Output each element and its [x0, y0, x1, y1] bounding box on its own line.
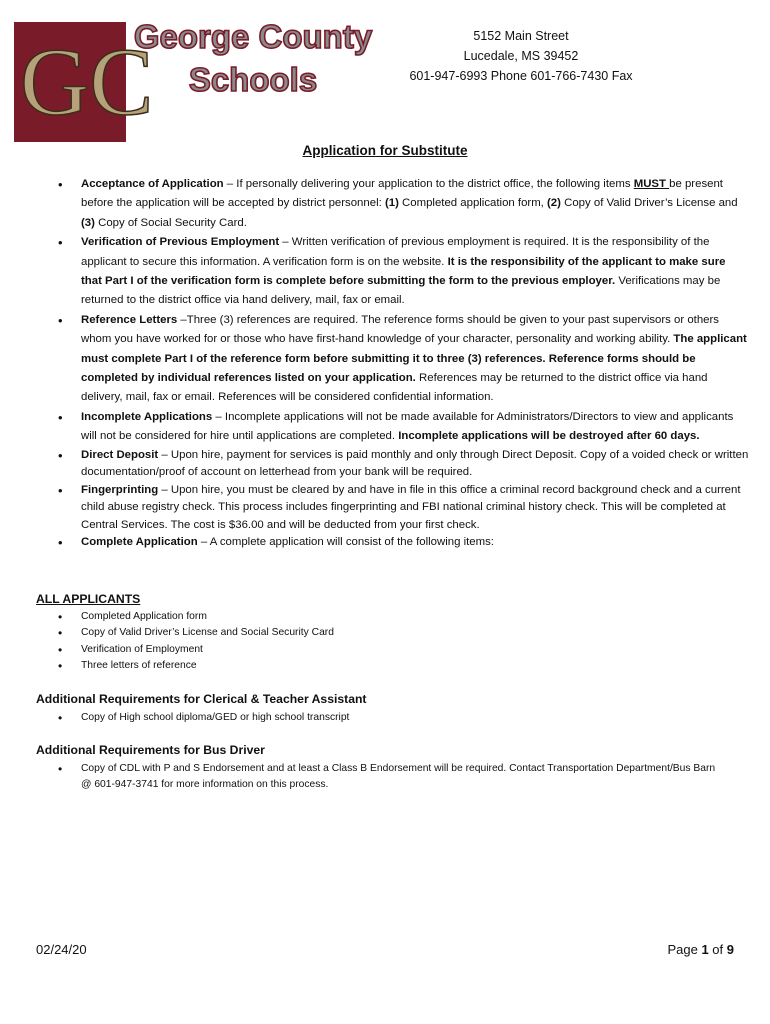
list-item: • Three letters of reference: [0, 658, 721, 674]
address-city: Lucedale, MS 39452: [463, 49, 579, 63]
clerical-heading: Additional Requirements for Clerical & Teacher Assistant: [36, 692, 367, 706]
phone-fax: 601-947-6993 Phone 601-766-7430 Fax: [409, 69, 633, 83]
all-applicants-list: [0, 609, 721, 674]
list-item: • Verification of Employment: [0, 642, 721, 658]
clerical-list: [0, 710, 721, 726]
all-applicants-heading: ALL APPLICANTS: [36, 592, 141, 606]
list-item: • Copy of High school diploma/GED or high school transcript: [0, 710, 721, 726]
school-logo: [14, 22, 154, 142]
list-item: • Completed Application form: [0, 609, 721, 625]
list-item: • Copy of Valid Driver’s License and Social Security Card: [0, 625, 721, 641]
list-item-fingerprinting: • Fingerprinting – Upon hire, you must be cleared by and have in file in this office a criminal record background check and a current child abuse registry check. This process includes fingerprinting and FBI national criminal history check. This will be completed at Central Services. The cost is $36.00 and will be deducted from your first check.: [0, 482, 749, 535]
instructions-list: [0, 175, 749, 552]
list-item-direct-deposit: • Direct Deposit – Upon hire, payment for services is paid monthly and only through Direct Deposit. Copy of a voided check or written documentation/proof of account on letterhead from your bank will be required.: [0, 447, 749, 482]
school-name-wordmark: [134, 14, 372, 104]
school-name-line1: George County: [133, 18, 373, 55]
bus-driver-list: [0, 761, 721, 794]
list-item-incomplete: • Incomplete Applications – Incomplete applications will not be made available for Administrators/Directors to view and applicants will not be considered for hire until applications are completed. Incomplete applications will be destroyed after 60 days.: [0, 408, 749, 447]
list-item-complete: • Complete Application – A complete application will consist of the following items:: [0, 534, 749, 552]
address-block: [380, 26, 662, 86]
list-item-acceptance: • Acceptance of Application – If personally delivering your application to the district office, the following items MUST be present before the application will be accepted by district personnel: (1) Completed application form, (2) Copy of Valid Driver’s License and (3) Copy of Social Security Card.: [0, 175, 749, 233]
school-name-line2: Schools: [188, 61, 318, 98]
page-number: Page 1 of 9: [667, 942, 734, 957]
logo-letter-g: GC: [20, 28, 154, 135]
address-street: 5152 Main Street: [473, 29, 569, 43]
list-item: • Copy of CDL with P and S Endorsement and at least a Class B Endorsement will be required. Contact Transportation Department/Bus Barn @ 601-947-3741 for more information on this process.: [0, 761, 721, 794]
list-item-references: • Reference Letters –Three (3) references are required. The reference forms should be given to your past supervisors or others whom you have worked for or those who have first-hand knowledge of your character, personality and working ability. The applicant must complete Part I of the reference form before submitting it to three (3) references. Reference forms should be completed by individual references listed on your application. References may be returned to the district office via hand delivery, mail, fax or email. References will be considered confidential information.: [0, 311, 749, 408]
list-item-verification: • Verification of Previous Employment – Written verification of previous employment is required. It is the responsibility of the applicant to secure this information. A verification form is on the website. It is the responsibility of the applicant to make sure that Part I of the verification form is complete before submitting the form to the previous employer. Verifications may be returned to the district office via hand delivery, mail, fax or email.: [0, 233, 749, 311]
bus-driver-heading: Additional Requirements for Bus Driver: [36, 743, 265, 757]
footer-date: 02/24/20: [36, 942, 87, 957]
page-title: Application for Substitute: [302, 143, 468, 158]
